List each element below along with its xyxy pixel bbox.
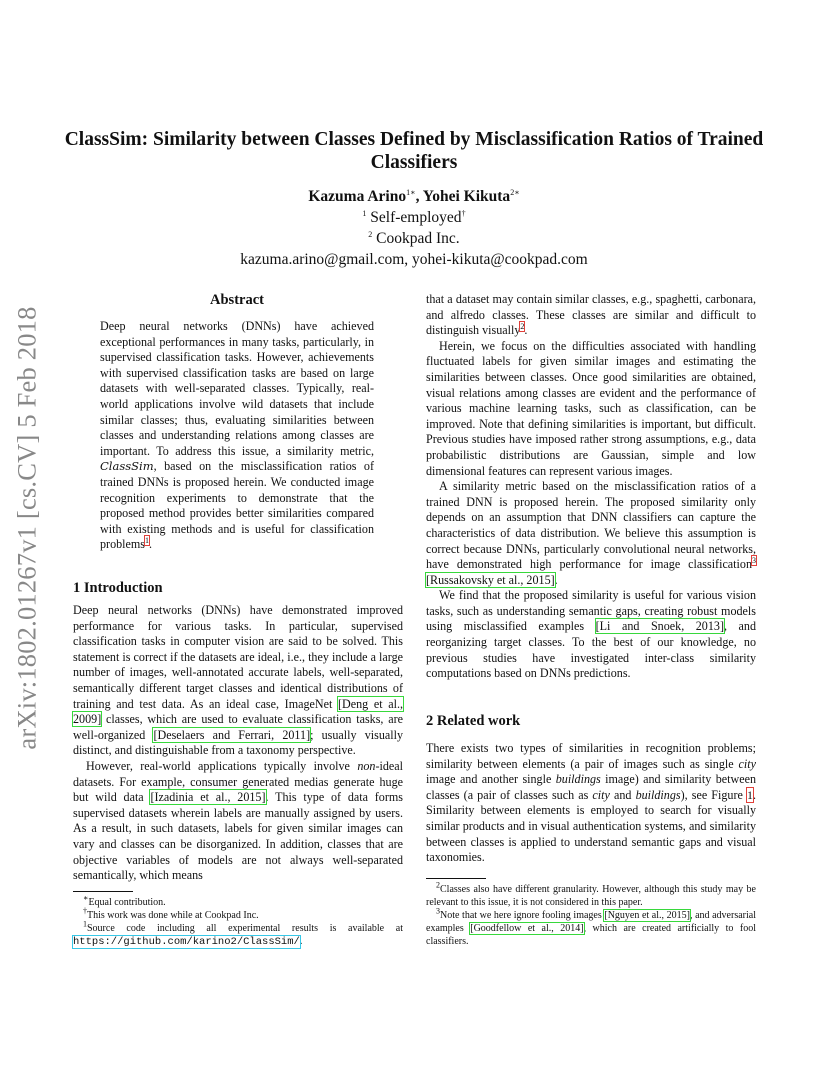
author-names: Kazuma Arino$^{1∗}$, Yohei Kikuta$^{2∗}$: [308, 187, 520, 205]
citation-goodfellow[interactable]: [Goodfellow et al., 2014]: [470, 923, 584, 934]
citation-nguyen[interactable]: [Nguyen et al., 2015]: [604, 910, 690, 921]
affiliation-1: $^1$ Self-employed†: [362, 208, 466, 226]
footnotes-right: $^2$Classes also have different granularity. However, although this study may be relevant to this issue, it is not considered in this paper. $^3$Note that we here ignore fooling images [Nguyen et al., 2015], and adversarial examples [Goodfellow et al., 2014], which are created artificially to fool classifiers.: [426, 880, 756, 947]
footnote-rule-right: [426, 878, 486, 879]
footnotes-left: ∗Equal contribution. †This work was done while at Cookpad Inc. $^1$Source code including all experimental results is available at https://github.com/karino2/ClassSim/.: [73, 893, 403, 948]
abstract-text: Deep neural networks (DNNs) have achieved exceptional performances in many tasks, particularly, in supervised classification tasks. However, achievements with supervised classification tasks are based on large datasets with well-separated classes. Typically, real-world applications involve wild datasets that include similar classes; thus, evaluating similarities between classes and understanding relations among classes are important. To address this issue, a similarity metric, ClassSim, based on the misclassification ratios of trained DNNs is proposed herein. We conducted image recognition experiments to demonstrate that the proposed method provides better similarities compared with existing methods and is useful for classification problems$^1$.: [100, 319, 374, 552]
arxiv-id: arXiv:1802.01267v1 [cs.CV] 5 Feb 2018: [11, 306, 42, 750]
footnote-ref-3[interactable]: 3: [752, 556, 756, 566]
abstract-heading: Abstract: [210, 292, 264, 308]
introduction-body: Deep neural networks (DNNs) have demonstrated improved performance for various tasks. In particular, supervised classification tasks in computer vision are said to be solved. This statement is correct if the datasets are ideal, i.e., they include a large number of images, well-annotated accurate labels, well-separated, semantically different target classes and identical distributions of training and test data. As an ideal case, ImageNet [Deng et al., 2009] classes, which are used to evaluate classification tasks, are well-organized [Deselaers and Ferrari, 2011]; usually visually distinct, and distinguishable from a taxonomy perspective. However, real-world applications typically involve non-ideal datasets. For example, consumer generated medias generate huge but wild data [Izadinia et al., 2015]. This type of data forms supervised datasets wherein labels are manually assigned by users. As a result, in such datasets, labels for given similar images can vary and classes can be disorganized. In addition, classes that are objective variables of models are not always well-separated semantically, which means: [73, 603, 404, 883]
right-column-body: that a dataset may contain similar classes, e.g., spaghetti, carbonara, and alfredo classes. These classes are similar and difficult to distinguish visually$^2$. Herein, we focus on the difficulties associated with handling fluctuated labels for given similar images and estimating the similarities between classes. Once good similarities are obtained, visual relations among classes are evident and the performance of various machine learning tasks, such as classification, can be improved. Note that defining similarities is important, but difficult. Previous studies have imposed rather strong assumptions, e.g., data probabilistic distributions are Gaussian, simple and low dimensional features can represent various images. A similarity metric based on the misclassification ratios of a trained DNN is proposed herein. The proposed similarity only depends on an assumption that DNN classifiers can capture the characteristics of data distribution. We believe this assumption is correct because DNNs, particularly convolutional neural networks, have demonstrated high performance for image classification$^3$ [Russakovsky et al., 2015]. We find that the proposed similarity is useful for various vision tasks, such as understanding semantic gaps, creating robust models using misclassified examples [Li and Snoek, 2013], and reorganizing target classes. To the best of our knowledge, no previous studies have investigated inter-class similarity computations based on DNNs predictions.: [426, 292, 756, 681]
related-work-body: There exists two types of similarities in recognition problems; similarity between elements (a pair of images such as single city image and another single buildings image) and similarity between classes (a pair of classes such as city and buildings), see Figure 1. Similarity between elements is employed to search for visually similar products and in visual authentication systems, and similarity between classes is applied to understand semantic gaps and visual taxonomies.: [426, 741, 757, 865]
citation-deselaers[interactable]: [Deselaers and Ferrari, 2011]: [153, 727, 311, 742]
section-related-work-heading: 2 Related work: [426, 713, 521, 729]
section-introduction-heading: 1 Introduction: [73, 580, 163, 596]
figure-ref-1[interactable]: 1: [746, 787, 753, 802]
citation-russakovsky[interactable]: [Russakovsky et al., 2015]: [426, 572, 555, 587]
author-emails: kazuma.arino@gmail.com, yohei-kikuta@cookpad.com: [240, 251, 588, 268]
metric-name: ClassSim: [100, 459, 154, 474]
source-code-link[interactable]: https://github.com/karino2/ClassSim/: [73, 936, 300, 948]
citation-izadinia[interactable]: [Izadinia et al., 2015]: [150, 790, 266, 805]
footnote-ref-2[interactable]: 2: [520, 322, 525, 332]
paper-title: ClassSim: Similarity between Classes Defined by Misclassification Ratios of Trained Classifiers: [64, 129, 764, 173]
footnote-rule-left: [73, 891, 133, 892]
footnote-ref-1[interactable]: 1: [145, 536, 150, 546]
citation-deng[interactable]: [Deng et al., 2009]: [73, 696, 404, 727]
affiliation-2: $^2$ Cookpad Inc.: [368, 229, 460, 247]
author-block: [60, 186, 768, 270]
arxiv-stamp: [4, 292, 50, 764]
citation-li-snoek[interactable]: [Li and Snoek, 2013]: [595, 619, 724, 634]
